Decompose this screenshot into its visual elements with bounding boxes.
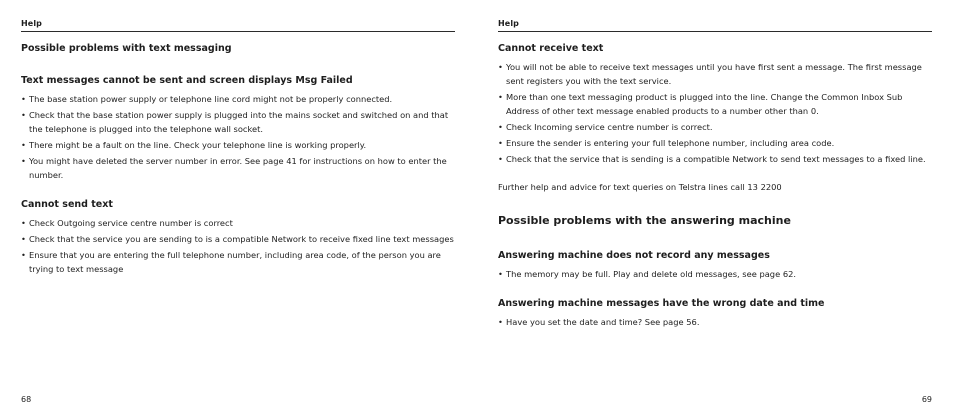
bullet-list xyxy=(498,315,932,329)
list-item: • Check Incoming service centre number is correct. xyxy=(498,120,932,134)
section-heading: Possible problems with the answering machine xyxy=(498,214,791,227)
list-item: • Ensure the sender is entering your full telephone number, including area code. xyxy=(498,136,932,150)
list-item: • Check that the service you are sending to is a compatible Network to receive fixed line text messages xyxy=(21,232,455,246)
text-messaging-title-section xyxy=(21,43,455,55)
list-item: • Check Outgoing service centre number is correct xyxy=(21,216,455,230)
running-head: Help xyxy=(498,19,519,28)
page-number: 68 xyxy=(21,395,32,404)
running-head: Help xyxy=(21,19,42,28)
bullet-list xyxy=(498,267,932,281)
list-item: • Ensure that you are entering the full telephone number, including area code, of the person you are trying to text message xyxy=(21,248,455,276)
msg-failed-section xyxy=(21,75,455,184)
subsection-heading: Answering machine messages have the wrong date and time xyxy=(498,298,825,309)
subsection-heading: Cannot receive text xyxy=(498,43,604,54)
header-rule xyxy=(21,31,455,32)
subsection-heading: Cannot send text xyxy=(21,199,113,210)
cannot-receive-section xyxy=(498,43,932,194)
no-record-section xyxy=(498,250,932,283)
bullet-list xyxy=(21,216,455,276)
answering-machine-section xyxy=(498,214,932,228)
list-item: • There might be a fault on the line. Check your telephone line is working properly. xyxy=(21,138,455,152)
section-heading: Possible problems with text messaging xyxy=(21,43,232,54)
subsection-heading: Answering machine does not record any messages xyxy=(498,250,770,261)
list-item: • Have you set the date and time? See page 56. xyxy=(498,315,932,329)
further-help-text: Further help and advice for text queries on Telstra lines call 13 2200 xyxy=(498,182,782,192)
list-item: • You might have deleted the server number in error. See page 41 for instructions on how to enter the number. xyxy=(21,154,455,182)
right-page xyxy=(498,0,932,418)
list-item: • Check that the base station power supply is plugged into the mains socket and switched on and that the telephone is plugged into the telephone wall socket. xyxy=(21,108,455,136)
list-item: • Check that the service that is sending is a compatible Network to send text messages to a fixed line. xyxy=(498,152,932,166)
subsection-heading: Text messages cannot be sent and screen displays Msg Failed xyxy=(21,75,353,86)
wrong-date-section xyxy=(498,298,932,331)
list-item: • The base station power supply or telephone line cord might not be properly connected. xyxy=(21,92,455,106)
list-item: • The memory may be full. Play and delete old messages, see page 62. xyxy=(498,267,932,281)
list-item: • More than one text messaging product is plugged into the line. Change the Common Inbox Sub Address of other text message enabled products to a number other than 0. xyxy=(498,90,932,118)
left-page xyxy=(21,0,455,418)
bullet-list xyxy=(21,92,455,182)
header-rule xyxy=(498,31,932,32)
page-number: 69 xyxy=(921,395,932,404)
bullet-list xyxy=(498,60,932,166)
list-item: • You will not be able to receive text messages until you have first sent a message. The first message sent registers you with the text service. xyxy=(498,60,932,88)
cannot-send-section xyxy=(21,199,455,278)
